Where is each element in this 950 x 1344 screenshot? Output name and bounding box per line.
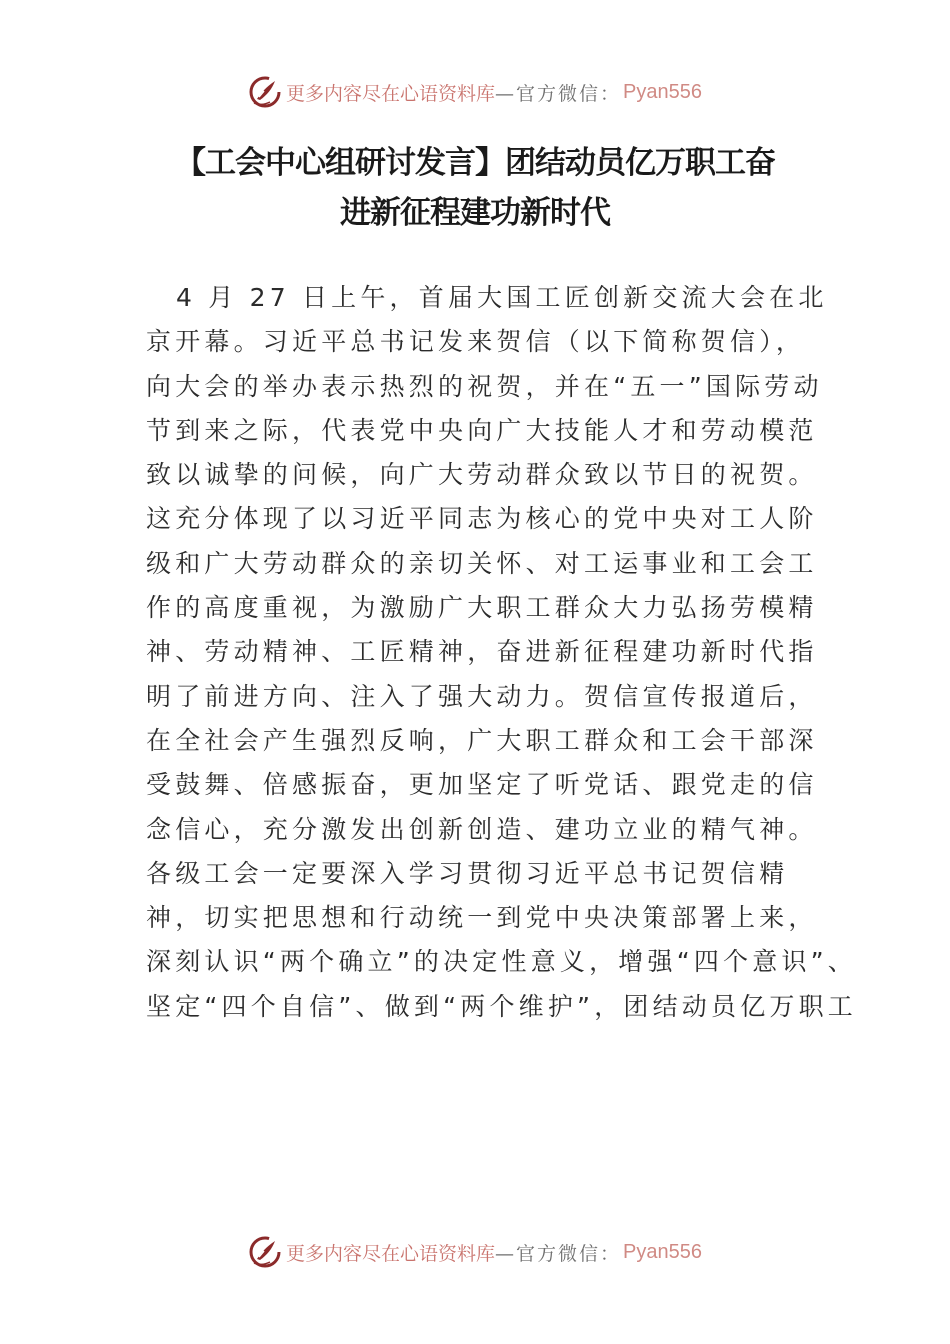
- document-body: [146, 276, 858, 1029]
- body-line: 各级工会一定要深入学习贯彻习近平总书记贺信精: [146, 858, 789, 888]
- body-line: 4 月 27 日上午，首届大国工匠创新交流大会在北: [176, 283, 828, 312]
- banner-promo-text: 更多内容尽在心语资料库: [286, 1242, 496, 1265]
- banner-wechat-label: —官方微信：: [495, 82, 622, 105]
- body-line: 这充分体现了以习近平同志为核心的党中央对工人阶: [146, 504, 818, 534]
- body-line: 神、劳动精神、工匠精神，奋进新征程建功新时代指: [146, 637, 818, 667]
- body-line: 在全社会产生强烈反响，广大职工群众和工会干部深: [146, 725, 818, 755]
- body-line: 神，切实把思想和行动统一到党中央决策部署上来，: [146, 903, 818, 933]
- body-line: 京开幕。习近平总书记发来贺信（以下简称贺信），: [146, 327, 806, 357]
- body-line: 节到来之际，代表党中央向广大技能人才和劳动模范: [146, 415, 818, 445]
- body-line: 级和广大劳动群众的亲切关怀、对工运事业和工会工: [146, 548, 818, 578]
- body-line: 作的高度重视，为激励广大职工群众大力弘扬劳模精: [146, 593, 818, 623]
- title-line: 进新征程建功新时代: [340, 195, 610, 231]
- title-line: 【工会中心组研讨发言】团结动员亿万职工奋: [175, 145, 775, 181]
- body-line: 受鼓舞、倍感振奋，更加坚定了听党话、跟党走的信: [146, 770, 818, 800]
- document-title: [120, 138, 830, 238]
- body-line: 念信心，充分激发出创新创造、建功立业的精气神。: [146, 814, 818, 844]
- header-banner: [0, 72, 950, 112]
- body-line: 坚定“四个自信”、做到“两个维护”，团结动员亿万职工: [146, 991, 858, 1021]
- body-line: 明了前进方向、注入了强大动力。贺信宣传报道后，: [146, 681, 818, 711]
- body-line: 向大会的举办表示热烈的祝贺，并在“五一”国际劳动: [146, 371, 823, 401]
- body-line: 深刻认识“两个确立”的决定性意义，增强“四个意识”、: [146, 947, 858, 977]
- banner-wechat-id: Pyan556: [623, 1240, 702, 1263]
- quill-pen-logo-icon: [248, 1235, 282, 1269]
- body-line: 致以诚挚的问候，向广大劳动群众致以节日的祝贺。: [146, 460, 818, 490]
- footer-banner: [0, 1232, 950, 1272]
- quill-pen-logo-icon: [248, 75, 282, 109]
- banner-wechat-label: —官方微信：: [495, 1242, 622, 1265]
- banner-wechat-id: Pyan556: [623, 80, 702, 103]
- banner-promo-text: 更多内容尽在心语资料库: [286, 82, 496, 105]
